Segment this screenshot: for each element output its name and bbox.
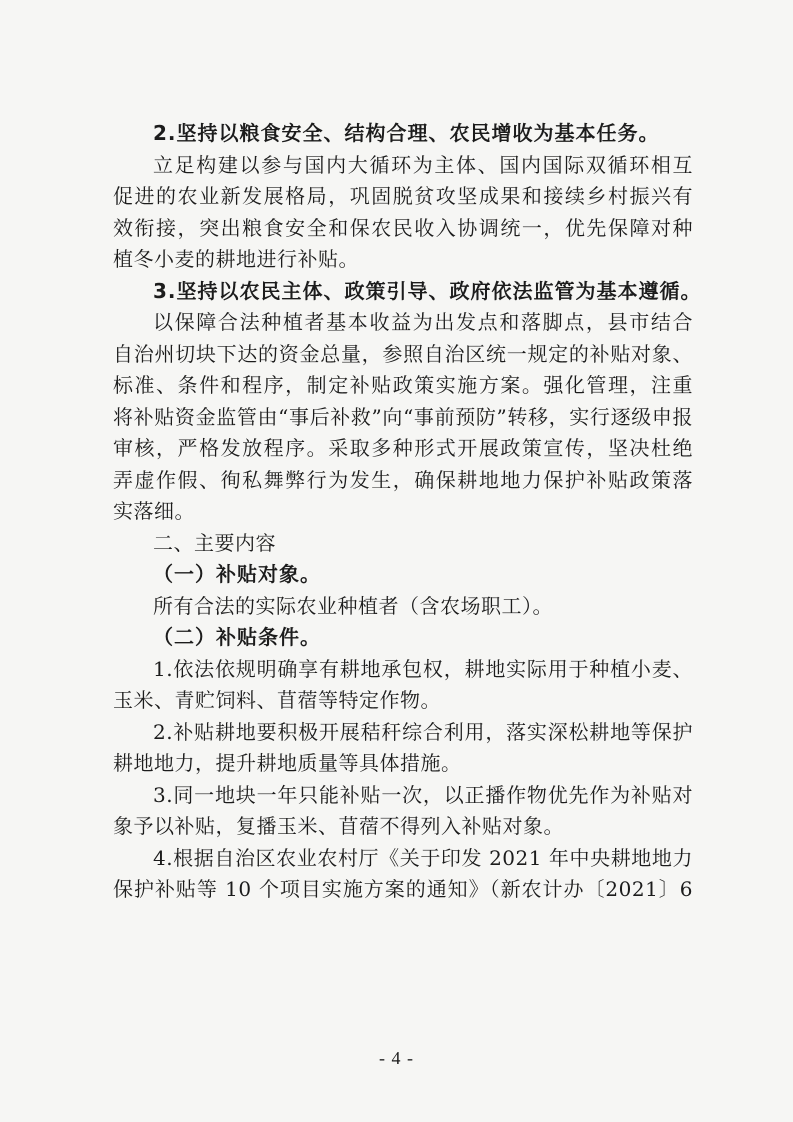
text-line: 标准、条件和程序，制定补贴政策实施方案。强化管理，注重 (113, 373, 693, 397)
text-line: 弄虚作假、徇私舞弊行为发生，确保耕地地力保护补贴政策落 (113, 467, 693, 492)
text-line: 2.补贴耕地要积极开展秸秆综合利用，落实深松耕地等保护 (153, 719, 693, 744)
text-line: 将补贴资金监管由“事后补救”向“事前预防”转移，实行逐级申报 (113, 404, 693, 429)
page-number: - 4 - (379, 1048, 414, 1068)
text-line: 实落细。 (113, 499, 195, 523)
text-line: 2.坚持以粮食安全、结构合理、农民增收为基本任务。 (153, 121, 660, 145)
text-line: 以保障合法种植者基本收益为出发点和落脚点，县市结合 (153, 310, 693, 334)
text-line: 植冬小麦的耕地进行补贴。 (113, 247, 359, 271)
text-line: 3.坚持以农民主体、政策引导、政府依法监管为基本遵循。 (153, 278, 702, 303)
text-line: 耕地地力，提升耕地质量等具体措施。 (113, 751, 462, 775)
text-line: 玉米、青贮饲料、苜蓿等特定作物。 (113, 688, 441, 712)
text-line: 自治州切块下达的资金总量，参照自治区统一规定的补贴对象、 (113, 341, 693, 366)
text-line: 象予以补贴，复播玉米、苜蓿不得列入补贴对象。 (113, 814, 564, 838)
text-line: 4.根据自治区农业农村厅《关于印发 2021 年中央耕地地力 (153, 845, 693, 870)
text-line: （二）补贴条件。 (153, 625, 321, 649)
text-line: 效衔接，突出粮食安全和保农民收入协调统一，优先保障对种 (113, 215, 693, 240)
text-line: 立足构建以参与国内大循环为主体、国内国际双循环相互 (153, 152, 693, 177)
text-line: 二、主要内容 (153, 530, 276, 555)
text-line: 1.依法依规明确享有耕地承包权，耕地实际用于种植小麦、 (153, 656, 693, 681)
document-body (113, 118, 702, 906)
text-line: 审核，严格发放程序。采取多种形式开展政策宣传，坚决杜绝 (113, 436, 693, 460)
text-line: （一）补贴对象。 (153, 562, 321, 586)
text-line: 所有合法的实际农业种植者（含农场职工）。 (153, 593, 553, 618)
text-line: 促进的农业新发展格局，巩固脱贫攻坚成果和接续乡村振兴有 (113, 184, 693, 208)
text-line: 3.同一地块一年只能补贴一次，以正播作物优先作为补贴对 (153, 782, 693, 807)
text-line: 保护补贴等 10 个项目实施方案的通知》（新农计办〔2021〕6 (113, 877, 693, 901)
